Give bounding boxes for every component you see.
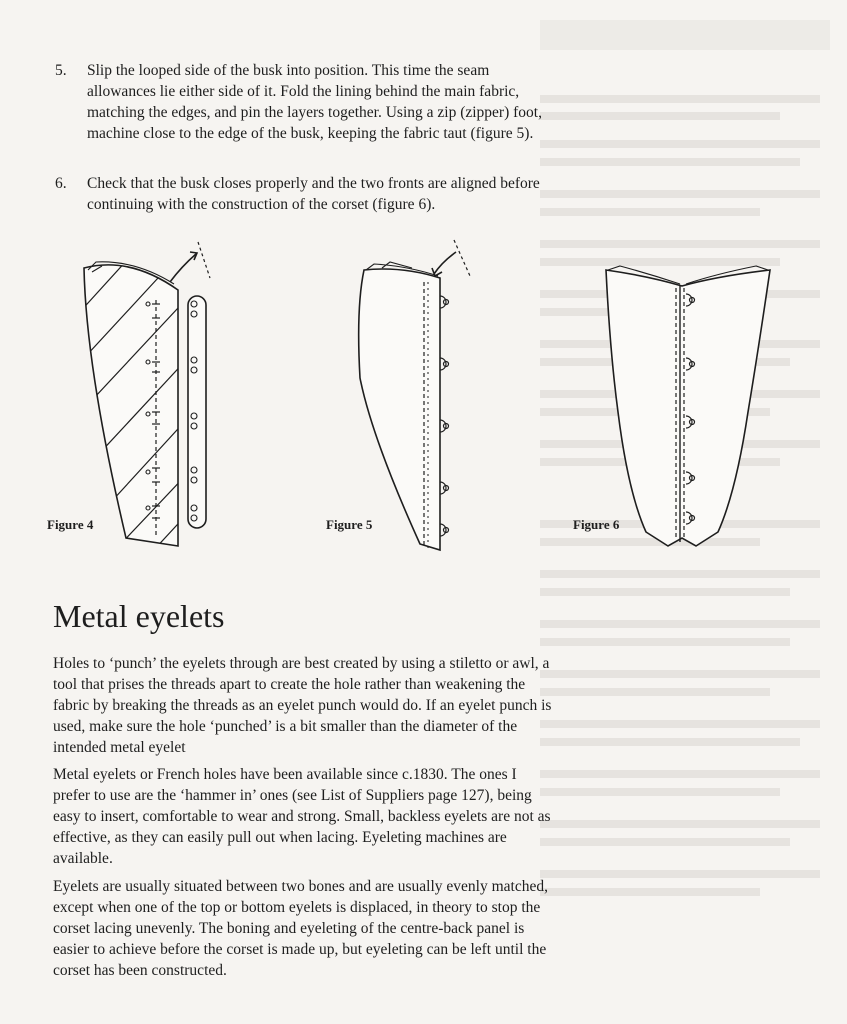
step-number: 5. [55,62,67,79]
figure-5-illustration [352,238,472,556]
body-paragraph: Eyelets are usually situated between two bones and are usually evenly matched, except when one of the top or bottom eyelets is displaced, in theory to stop the corset lacing unevenly. The boning and eyeleting of the centre-back panel is easier to achieve before the corset is made up, but eyeleting can be left until the corset has been constructed. [53,878,548,979]
body-paragraph: Holes to ‘punch’ the eyelets through are best created by using a stiletto or awl, a tool that prises the threads apart to create the hole rather than weakening the fabric by breaking the threads as an eyelet punch would do. If an eyelet punch is used, make sure the hole ‘punched’ is a bit smaller than the diameter of the intended metal eyelet [53,655,552,756]
step-text: Slip the looped side of the busk into position. This time the seam allowances lie either side of it. Fold the lining behind the main fabric, matching the edges, and pin the layers together. Using a zip (zipper) foot, machine close to the edge of the busk, keeping the fabric taut (figure 5). [87,62,542,142]
figure-4-caption: Figure 4 [47,517,94,532]
figure-6-illustration [598,262,783,552]
step-text: Check that the busk closes properly and the two fronts are aligned before continuing with the construction of the corset (figure 6). [87,175,540,213]
body-paragraph: Metal eyelets or French holes have been available since c.1830. The ones I prefer to use are the ‘hammer in’ ones (see List of Suppliers page 127), being easy to insert, comfortable to wear and strong. Small, backless eyelets are not as effective, as they can easily pull out when lacing. Eyeleting machines are available. [53,766,551,867]
step-number: 6. [55,175,67,192]
figure-5-caption: Figure 5 [326,517,373,532]
figure-6-caption: Figure 6 [573,517,620,532]
figure-4-illustration [78,238,228,553]
section-heading: Metal eyelets [53,598,225,634]
